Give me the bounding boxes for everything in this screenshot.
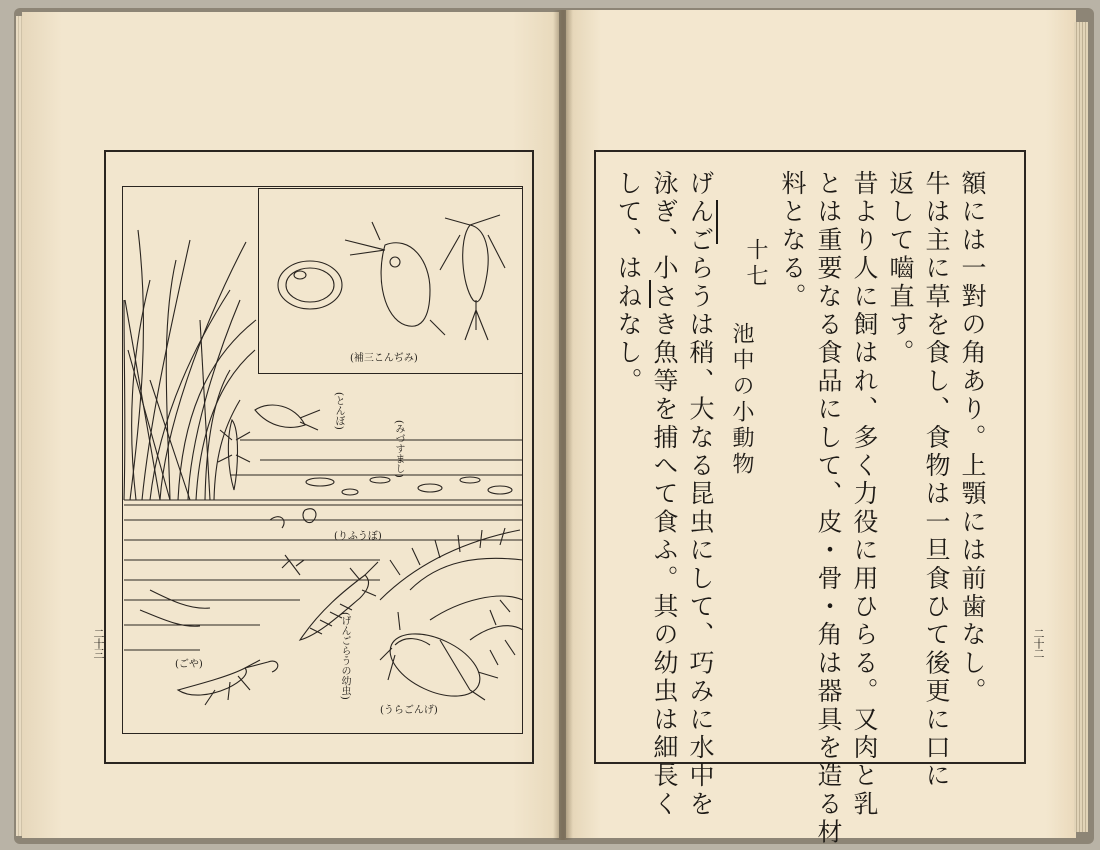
text-column-2: 牛は主に草を食し、食物は一旦食ひて後更に口に: [922, 170, 951, 791]
right-page-number: 二十二: [1032, 628, 1045, 658]
text-column-1: 額には一對の角あり。上顎には前歯なし。: [958, 170, 987, 706]
left-page-number: 二十三: [92, 628, 105, 658]
label-genji-larva: (げんごらうの幼虫): [339, 612, 350, 700]
inset-caption: (補三こんぢみ): [350, 353, 418, 364]
proper-noun-marker-2: [649, 280, 651, 308]
label-tonbo: (とんぼ): [333, 392, 344, 430]
label-yago: (ごや): [175, 659, 203, 670]
text-column-5: とは重要なる食品にして、皮・骨・角は器具を造る材: [814, 170, 843, 847]
label-genji: (うらごんげ): [380, 705, 438, 716]
text-column-7: げんごらうは稍、大なる昆虫にして、巧みに水中を: [686, 170, 715, 819]
lesson-number: 十七: [743, 238, 768, 290]
label-mizusumashi: (みづすまし): [393, 420, 404, 478]
lesson-title: 池中の小動物: [729, 322, 754, 478]
label-yago-top: (りふうぼ): [334, 531, 382, 542]
proper-noun-marker: [716, 200, 718, 244]
text-column-8: 泳ぎ、小さき魚等を捕へて食ふ。其の幼虫は細長く: [650, 170, 679, 819]
text-column-3: 返して嚙直す。: [886, 170, 915, 368]
text-column-9: して、はねなし。: [614, 170, 643, 396]
text-column-6: 料となる。: [778, 170, 807, 311]
text-column-4: 昔より人に飼はれ、多く力役に用ひらる。又肉と乳: [850, 170, 879, 819]
